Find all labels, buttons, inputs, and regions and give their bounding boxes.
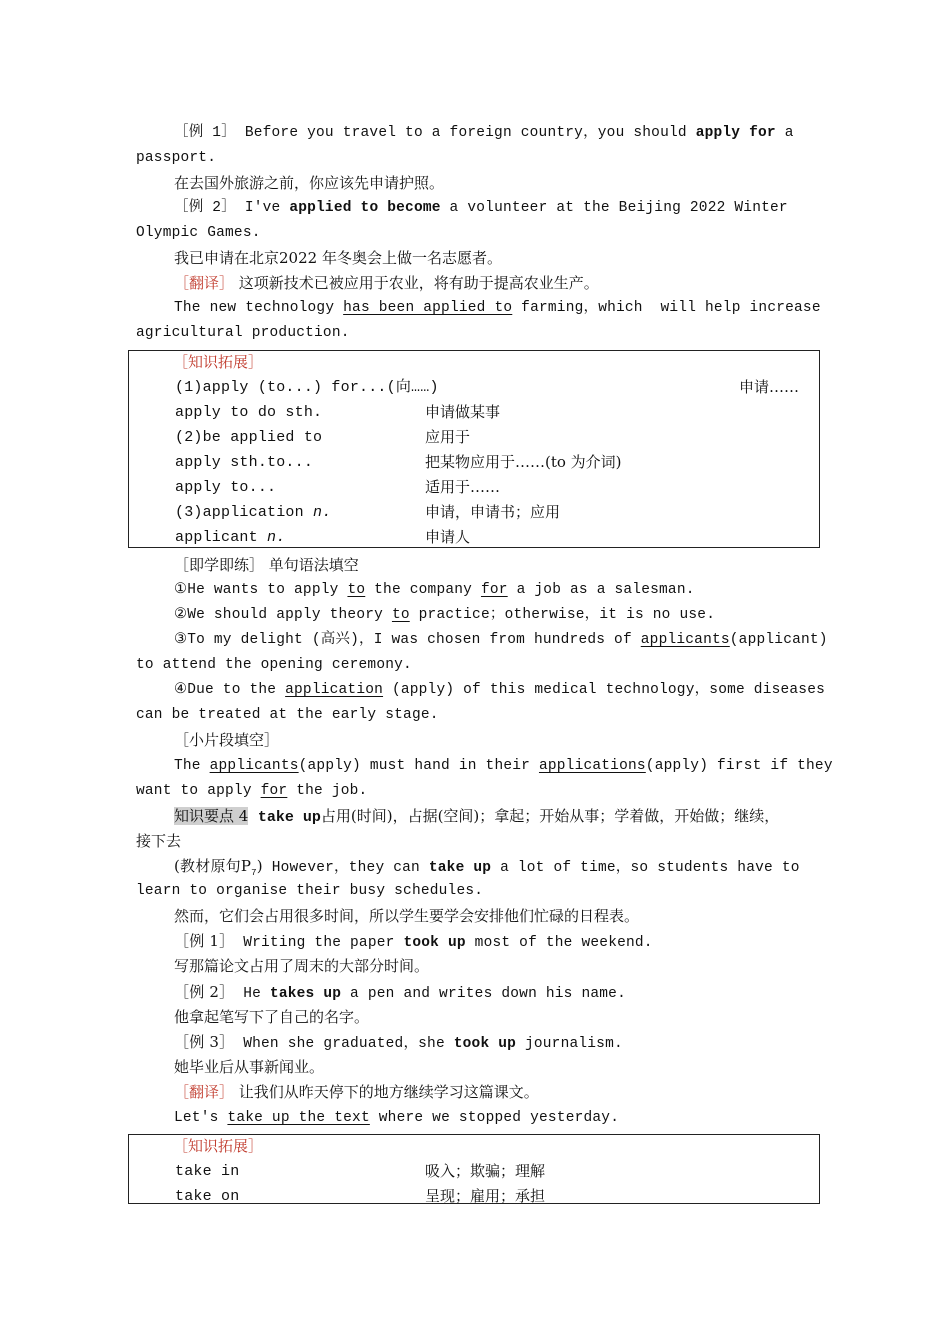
box-row-en: (1)apply (to...) for...(向……) [175, 379, 439, 396]
fill-line-1: The applicants(apply) must hand in their applications(apply) first if they [174, 758, 833, 774]
practice-q4: ④Due to the application (apply) of this medical technology，some diseases [174, 682, 826, 698]
box-row-cn: 申请…… [738, 378, 799, 396]
textbook-sentence: (教材原句$P_7$) However，they can take up a lot of time，so students have to [174, 857, 800, 878]
practice-q1: ①He wants to apply to the company for a job as a salesman. [174, 582, 695, 598]
knowledge-point-4: 知识要点 4 take up占用(时间)，占据(空间)；拿起；开始从事；学着做，开始做；继续， [174, 807, 780, 826]
answer-blank: applications [538, 758, 646, 774]
translate-1-cont: agricultural production. [136, 325, 350, 341]
translate-1-answer: The new technology has been applied to farming，which will help increase [174, 300, 821, 316]
practice-q3: ③To my delight (高兴)，I was chosen from hundreds of applicants(applicant) [174, 632, 828, 648]
key-phrase: apply for [695, 125, 776, 141]
take-up-example-1: ［例 1］ Writing the paper took up most of the weekend. [174, 932, 653, 951]
knowledge-expansion-box-1: ［知识拓展］ (1)apply (to...) for...(向……) 申请…… apply to do sth. 申请做某事 (2)be applied to 应用于 apply sth.to... 把某物应用于……(to 为介词) apply to... 适用于…… (3)application n. 申请，申请书；应用 applicant n. 申请人 [128, 350, 820, 548]
textbook-sentence-translation: 然而，它们会占用很多时间，所以学生要学会安排他们忙碌的日程表。 [174, 907, 640, 925]
example-2-line: ［例 2］ I've applied to become a volunteer at the Beijing 2022 Winter [174, 200, 788, 216]
document-page: ［例 1］ Before you travel to a foreign country，you should apply for a passport. 在去国外旅游之前，你应该先申请护照。 ［例 2］ I've applied to become a volunteer at the Beijing 2022 Winter Olympic Games. 我已申请在北京2022 年冬奥会上做一名志愿者。 ［翻译］ 这项新技术已被应用于农业，将有助于提高农业生产。 The new technology has been applied to farming，which will help increase agricultural production. ［知识拓展］ (1)apply (to...) for...(向……) 申请…… apply to do sth. 申请做某事 (2)be applied to 应用于 apply sth.to... 把某物应用于……(to 为介词) apply to... 适用于…… (3)application n. 申请，申请书；应用 applicant n. 申请人 ［即学即练］ 单句语法填空 ①He wants to apply to the company for a job as a salesman. ②We should apply theory to practice；otherwise，it is no use. ③To my delight (高兴)，I was chosen from hundreds of applicants(applicant) to attend the opening ceremony. ④Due to the application (apply) of this medical technology，some diseases can be treated at the early stage. ［小片段填空］ The applicants(apply) must hand in their applications(apply) first if they want to apply for the job. 知识要点 4 take up占用(时间)，占据(空间)；拿起；开始从事；学着做，开始做；继续， 接下去 (教材原句$P_7$) However，they can take up a lot of time，so students have to learn to organise their busy schedules. 然而，它们会占用很多时间，所以学生要学会安排他们忙碌的日程表。 ［例 1］ Writing the paper took up most of the weekend. 写那篇论文占用了周末的大部分时间。 ［例 2］ He takes up a pen and writes down his name. 他拿起笔写下了自己的名字。 ［例 3］ When she graduated，she took up journalism. 她毕业后从事新闻业。 ［翻译］ 让我们从昨天停下的地方继续学习这篇课文。 Let's take up the text where we stopped yesterday. ［知识拓展］ take in 吸入；欺骗；理解 take on 呈现；雇用；承担 [0, 0, 950, 1344]
practice-q4-cont: can be treated at the early stage. [136, 707, 439, 723]
answer-blank: application [285, 682, 384, 698]
box-header: ［知识拓展］ [173, 353, 264, 371]
practice-q2: ②We should apply theory to practice；otherwise，it is no use. [174, 607, 716, 623]
example-2-cont: Olympic Games. [136, 225, 261, 241]
knowledge-expansion-box-2: ［知识拓展］ take in 吸入；欺骗；理解 take on 呈现；雇用；承担 [128, 1134, 820, 1204]
knowledge-point-4-cont: 接下去 [136, 832, 182, 850]
key-phrase: take up [428, 860, 492, 876]
example-1-cont: passport. [136, 150, 217, 166]
answer-blank: for [480, 582, 508, 598]
answer-underline: take up the text [227, 1110, 370, 1126]
knowledge-point-tag: 知识要点 4 [174, 807, 249, 825]
answer-blank: for [260, 783, 288, 799]
take-up-example-3: ［例 3］ When she graduated，she took up journalism. [174, 1033, 623, 1052]
example-1-translation: 在去国外旅游之前，你应该先申请护照。 [174, 174, 445, 192]
answer-blank: applicants [640, 632, 730, 648]
practice-title: ［即学即练］ 单句语法填空 [174, 556, 359, 574]
fill-title: ［小片段填空］ [174, 731, 280, 749]
key-phrase: applied to become [289, 200, 441, 216]
translate-2-answer: Let's take up the text where we stopped yesterday. [174, 1110, 620, 1126]
example-1-line: ［例 1］ Before you travel to a foreign country，you should apply for a [174, 125, 794, 141]
textbook-sentence-cont: learn to organise their busy schedules. [136, 883, 484, 899]
translate-label: ［翻译］ [174, 274, 235, 292]
translate-1-line: ［翻译］ 这项新技术已被应用于农业，将有助于提高农业生产。 [174, 274, 599, 292]
fill-line-2: want to apply for the job. [136, 783, 368, 799]
answer-blank: applicants [209, 758, 299, 774]
knowledge-point-word: take up [257, 809, 321, 826]
box-header: ［知识拓展］ [173, 1137, 264, 1155]
example-label: ［例 1］ [174, 125, 236, 141]
translate-2-line: ［翻译］ 让我们从昨天停下的地方继续学习这篇课文。 [174, 1083, 539, 1101]
answer-underline: has been applied to [343, 300, 513, 316]
answer-blank: to [391, 607, 410, 623]
answer-blank: to [347, 582, 366, 598]
example-2-translation: 我已申请在北京2022 年冬奥会上做一名志愿者。 [174, 249, 502, 267]
take-up-example-2: ［例 2］ He takes up a pen and writes down his name. [174, 983, 626, 1002]
practice-q3-cont: to attend the opening ceremony. [136, 657, 412, 673]
